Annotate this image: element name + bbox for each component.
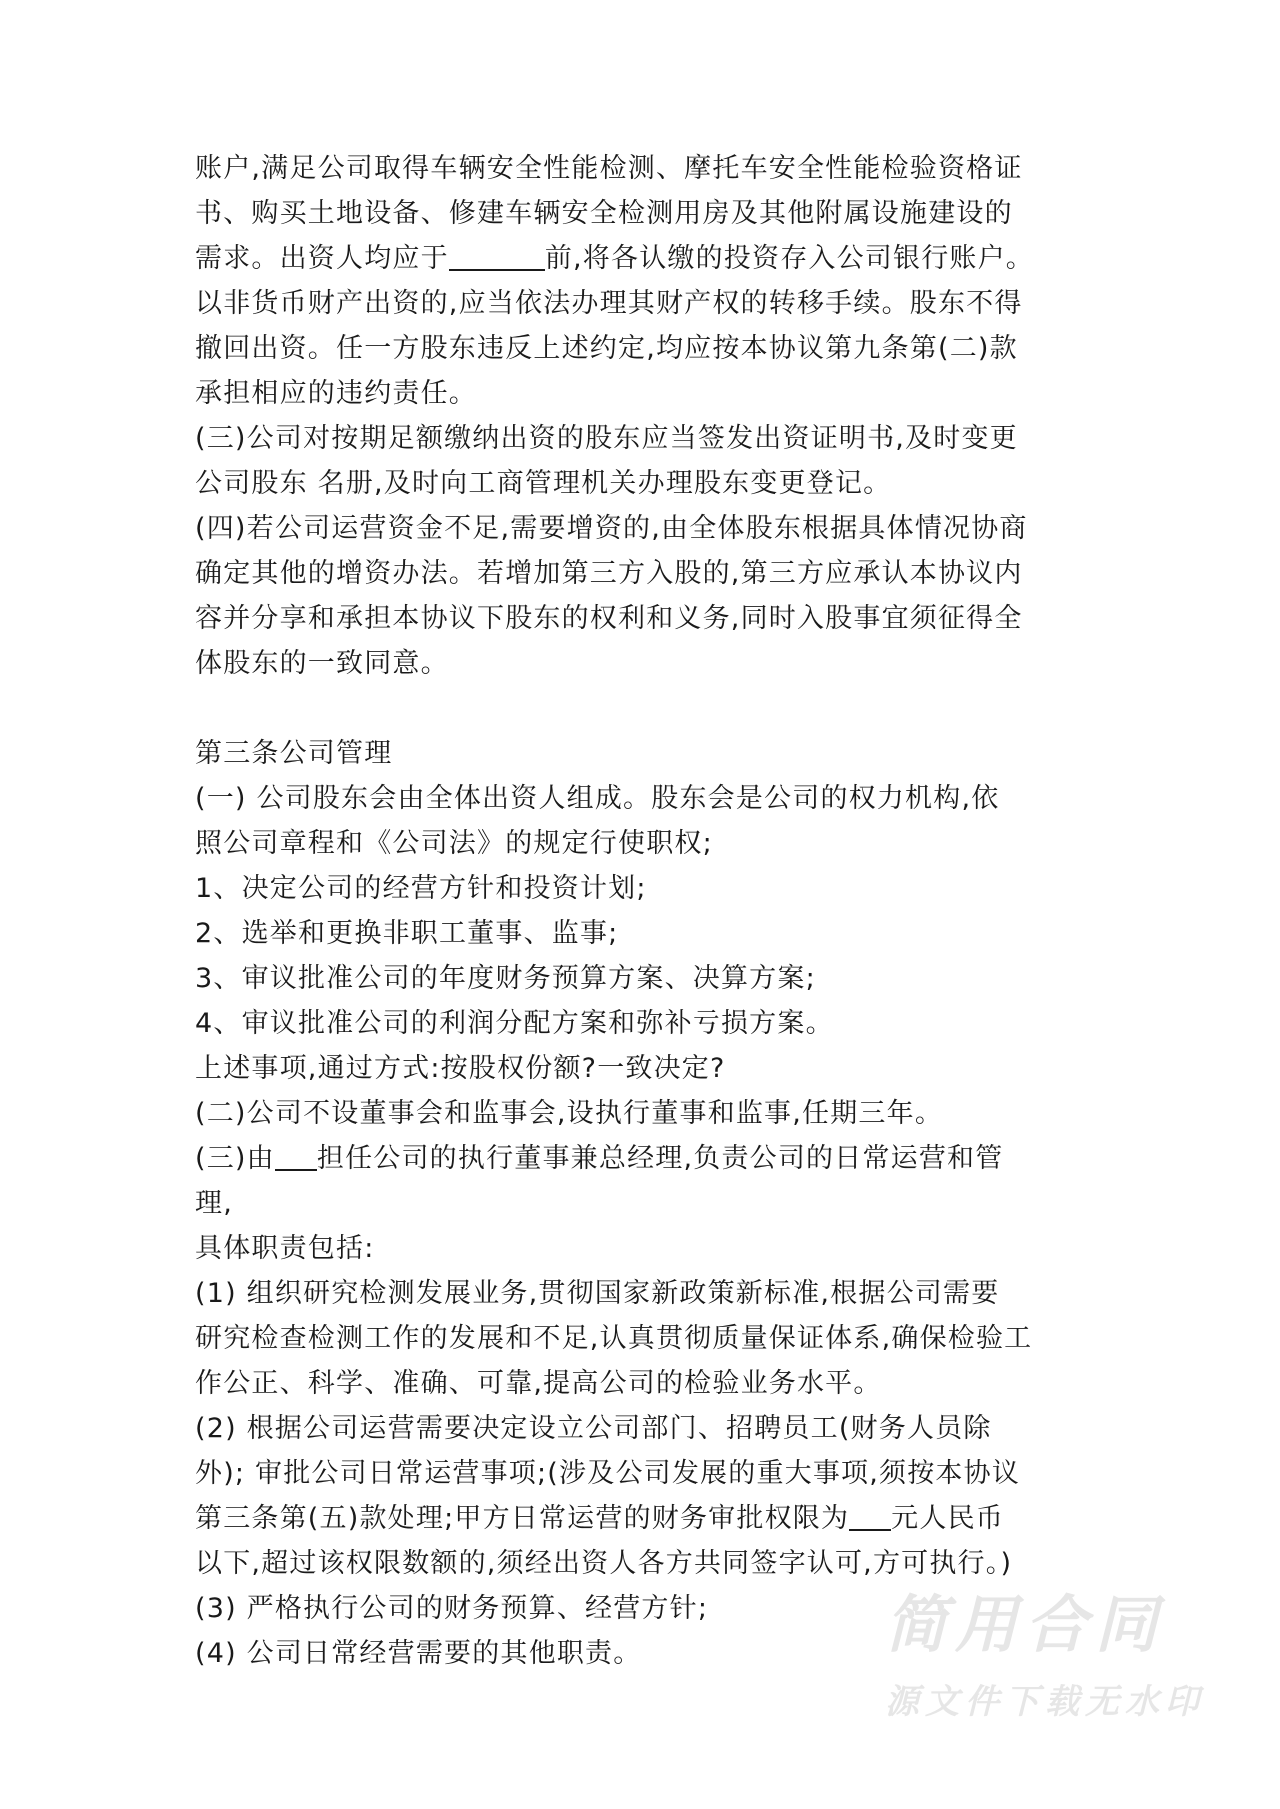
- document-page: [195, 146, 1115, 1676]
- list-item: (1) 组织研究检测发展业务,贯彻国家新政策新标准,根据公司需要: [195, 1278, 1000, 1309]
- paragraph-line: 容并分享和承担本协议下股东的权利和义务,同时入股事宜须征得全: [195, 603, 1023, 634]
- paragraph-line: (三)公司对按期足额缴纳出资的股东应当签发出资证明书,及时变更: [195, 423, 1018, 454]
- paragraph-line: [195, 1496, 1115, 1541]
- list-item: 4、审议批准公司的利润分配方案和弥补亏损方案。: [195, 1008, 834, 1039]
- paragraph-spacer: [195, 686, 1115, 731]
- list-item: 1、决定公司的经营方针和投资计划;: [195, 873, 647, 904]
- paragraph-line: (四)若公司运营资金不足,需要增资的,由全体股东根据具体情况协商: [195, 513, 1028, 544]
- paragraph-line: [195, 236, 1115, 281]
- line-text-after-blank: 担任公司的执行董事兼总经理,负责公司的日常运营和管: [316, 1143, 1004, 1174]
- paragraph-line: 具体职责包括:: [195, 1233, 375, 1264]
- fill-in-blank-amount: [849, 1501, 891, 1531]
- paragraph-line: 确定其他的增资办法。若增加第三方入股的,第三方应承认本协议内: [195, 558, 1023, 589]
- line-text-before-blank: 第三条第(五)款处理;甲方日常运营的财务审批权限为: [195, 1503, 850, 1534]
- paragraph-line: 照公司章程和《公司法》的规定行使职权;: [195, 828, 713, 859]
- section-heading: 第三条公司管理: [195, 738, 393, 769]
- paragraph-line: 上述事项,通过方式:按股权份额?一致决定?: [195, 1053, 726, 1084]
- list-item: 2、选举和更换非职工董事、监事;: [195, 918, 619, 949]
- paragraph-line: 体股东的一致同意。: [195, 648, 449, 679]
- list-item: (3) 严格执行公司的财务预算、经营方针;: [195, 1593, 709, 1624]
- paragraph-line: 公司股东 名册,及时向工商管理机关办理股东变更登记。: [195, 468, 892, 499]
- line-text-after-blank: 元人民币: [891, 1503, 1004, 1534]
- list-item: (2) 根据公司运营需要决定设立公司部门、招聘员工(财务人员除: [195, 1413, 992, 1444]
- paragraph-line: 理,: [195, 1188, 233, 1219]
- paragraph-line: 研究检查检测工作的发展和不足,认真贯彻质量保证体系,确保检验工: [195, 1323, 1033, 1354]
- watermark-subtitle: 源文件下载无水印: [885, 1682, 1205, 1722]
- paragraph-line: [195, 1136, 1115, 1181]
- watermark-title: 简用合同: [885, 1588, 1166, 1661]
- paragraph-line: 账户,满足公司取得车辆安全性能检测、摩托车安全性能检验资格证: [195, 153, 1023, 184]
- paragraph-line: 以非货币财产出资的,应当依法办理其财产权的转移手续。股东不得: [195, 288, 1023, 319]
- watermark: [885, 1590, 1205, 1722]
- paragraph-line: (一) 公司股东会由全体出资人组成。股东会是公司的权力机构,依: [195, 783, 1000, 814]
- paragraph-line: 撤回出资。任一方股东违反上述约定,均应按本协议第九条第(二)款: [195, 333, 1018, 364]
- paragraph-line: 书、购买土地设备、修建车辆安全检测用房及其他附属设施建设的: [195, 198, 1013, 229]
- list-item: (4) 公司日常经营需要的其他职责。: [195, 1638, 642, 1669]
- paragraph-line: 外); 审批公司日常运营事项;(涉及公司发展的重大事项,须按本协议: [195, 1458, 1021, 1489]
- line-text-after-blank: 前,将各认缴的投资存入公司银行账户。: [544, 243, 1034, 274]
- line-text-before-blank: (三)由: [195, 1143, 275, 1174]
- paragraph-line: 承担相应的违约责任。: [195, 378, 477, 409]
- paragraph-line: 作公正、科学、准确、可靠,提高公司的检验业务水平。: [195, 1368, 882, 1399]
- line-text-before-blank: 需求。出资人均应于: [195, 243, 449, 274]
- fill-in-blank-director: [275, 1141, 317, 1171]
- paragraph-line: 以下,超过该权限数额的,须经出资人各方共同签字认可,方可执行。): [195, 1548, 1013, 1579]
- list-item: 3、审议批准公司的年度财务预算方案、决算方案;: [195, 963, 816, 994]
- fill-in-blank-date: [449, 241, 545, 271]
- paragraph-line: (二)公司不设董事会和监事会,设执行董事和监事,任期三年。: [195, 1098, 944, 1129]
